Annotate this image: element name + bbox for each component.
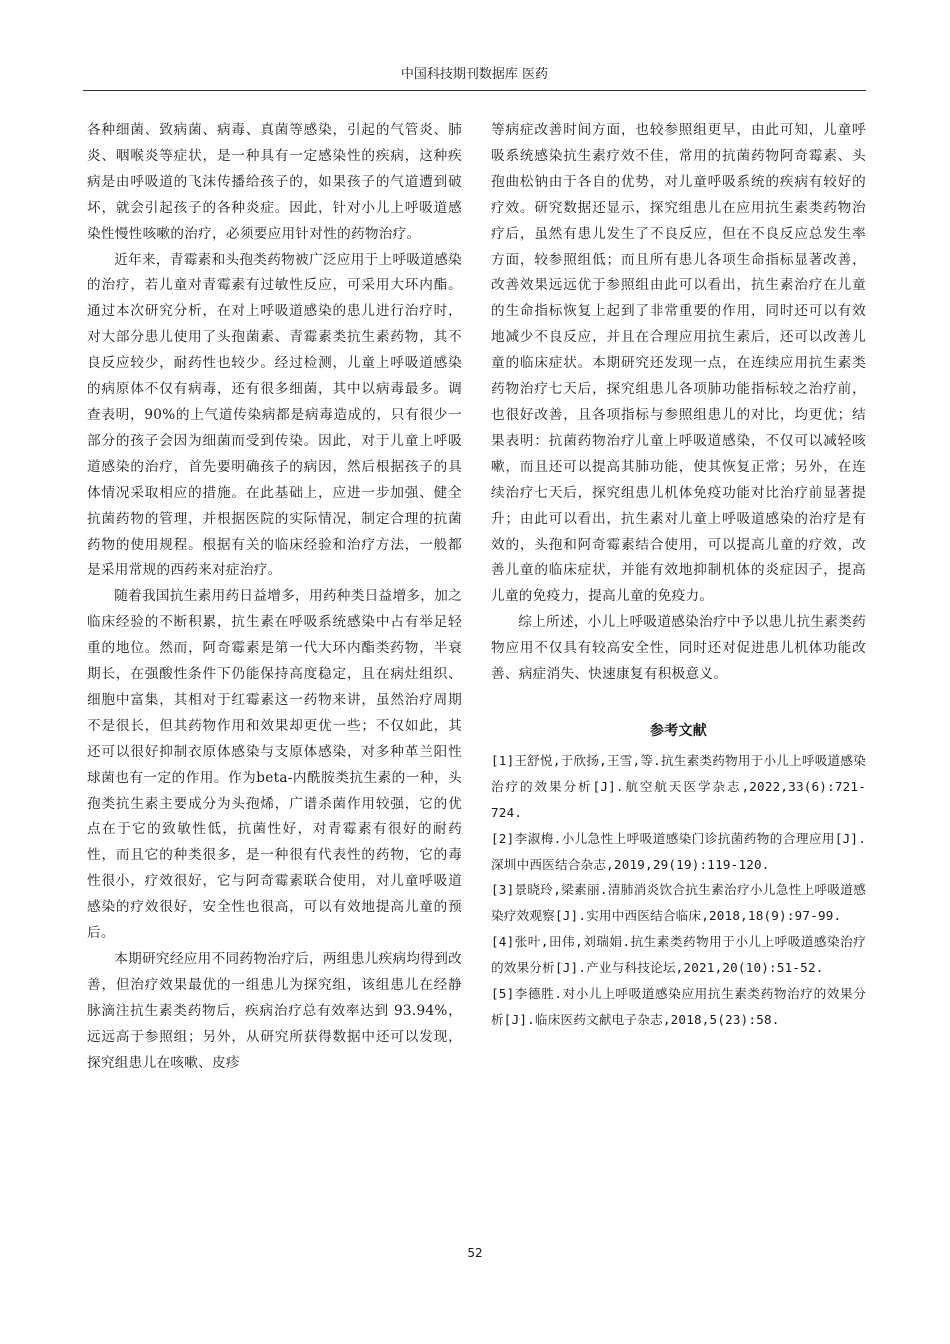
paragraph: 各种细菌、致病菌、病毒、真菌等感染，引起的气管炎、肺炎、咽喉炎等症状，是一种具有一定感染性的疾病，这种疾病是由呼吸道的飞沫传播给孩子的，如果孩子的气道遭到破坏，就会引起孩子的各种炎症。因此，针对小儿上呼吸道感染性慢性咳嗽的治疗，必须要应用针对性的药物治疗。	[87, 122, 462, 242]
paragraph: 综上所述，小儿上呼吸道感染治疗中予以患儿抗生素类药物应用不仅具有较高安全性，同时还对促进患儿机体功能改善、病症消失、快速康复有积极意义。	[491, 614, 866, 683]
reference-item: [4]张叶,田伟,刘瑞娟.抗生素类药物用于小儿上呼吸道感染治疗的效果分析[J].产业与科技论坛,2021,20(10):51-52.	[491, 934, 866, 976]
reference-item: [1]王舒悦,于欣扬,王雪,等.抗生素类药物用于小儿上呼吸道感染治疗的效果分析[J].航空航天医学杂志,2022,33(6):721-724.	[491, 752, 866, 820]
reference-item: [5]李德胜.对小儿上呼吸道感染应用抗生素类药物治疗的效果分析[J].临床医药文献电子杂志,2018,5(23):58.	[491, 986, 866, 1027]
references-heading: 参考文献	[649, 722, 708, 739]
paragraph: 本期研究经应用不同药物治疗后，两组患儿疾病均得到改善，但治疗效果最优的一组患儿为探究组，该组患儿在经静脉滴注抗生素类药物后，疾病治疗总有效率达到 93.94%，远远高于参照组；另外，从研究所获得数据中还可以发现，探究组患儿在咳嗽、皮疹	[87, 951, 462, 1071]
right-column	[491, 118, 866, 1033]
running-header: 中国科技期刊数据库 医药	[83, 64, 866, 91]
paragraph: 随着我国抗生素用药日益增多，用药种类日益增多，加之临床经验的不断积累，抗生素在呼吸系统感染中占有举足轻重的地位。然而，阿奇霉素是第一代大环内酯类药物，半衰期长，在强酸性条件下仍能保持高度稳定，且在病灶组织、细胞中富集，其相对于红霉素这一药物来讲，虽然治疗周期不是很长，但其药物作用和效果却更优一些；不仅如此，其还可以很好抑制衣原体感染与支原体感染，对多种革兰阳性球菌也有一定的作用。作为beta-内酰胺类抗生素的一种，头孢类抗生素主要成分为头孢烯，广谱杀菌作用较强，它的优点在于它的致敏性低，抗菌性好，对青霉素有很好的耐药性，而且它的种类很多，是一种很有代表性的药物，它的毒性很小，疗效很好，它与阿奇霉素联合使用，对儿童呼吸道感染的疗效很好，安全性也很高，可以有效地提高儿童的预后。	[87, 588, 462, 942]
reference-item: [3]景晓玲,梁素丽.清肺消炎饮合抗生素治疗小儿急性上呼吸道感染疗效观察[J].实用中西医结合临床,2018,18(9):97-99.	[491, 882, 866, 924]
reference-item: [2]李淑梅.小儿急性上呼吸道感染门诊抗菌药物的合理应用[J].深圳中西医结合杂志,2019,29(19):119-120.	[491, 830, 866, 872]
page-number: 52	[467, 1246, 483, 1260]
paragraph: 等病症改善时间方面，也较参照组更早，由此可知，儿童呼吸系统感染抗生素疗效不佳，常用的抗菌药物阿奇霉素、头孢曲松钠由于各自的优势，对儿童呼吸系统的疾病有较好的疗效。研究数据还显示，探究组患儿在应用抗生素类药物治疗后，虽然有患儿发生了不良反应，但在不良反应总发生率方面，较参照组低；而且所有患儿各项生命指标显著改善，改善效果远远优于参照组由此可以看出，抗生素治疗在儿童的生命指标恢复上起到了非常重要的作用，同时还可以有效地减少不良反应，并且在合理应用抗生素后，还可以改善儿童的临床症状。本期研究还发现一点，在连续应用抗生素类药物治疗七天后，探究组患儿各项肺功能指标较之治疗前，也很好改善，且各项指标与参照组患儿的对比，均更优；结果表明：抗菌药物治疗儿童上呼吸道感染，不仅可以减轻咳嗽，而且还可以提高其肺功能，使其恢复正常；另外，在连续治疗七天后，探究组患儿机体免疫功能对比治疗前显著提升；由此可以看出，抗生素对儿童上呼吸道感染的治疗是有效的，头孢和阿奇霉素结合使用，可以提高儿童的疗效，改善儿童的临床症状，并能有效地抑制机体的炎症因子，提高儿童的免疫力，提高儿童的免疫力。	[491, 122, 866, 605]
paragraph: 近年来，青霉素和头孢类药物被广泛应用于上呼吸道感染的治疗，若儿童对青霉素有过敏性反应，可采用大环内酯。通过本次研究分析，在对上呼吸道感染的患儿进行治疗时，对大部分患儿使用了头孢菌素、青霉素类抗生素药物，其不良反应较少，耐药性也较少。经过检测，儿童上呼吸道感染的病原体不仅有病毒，还有很多细菌，其中以病毒最多。调查表明，90%的上气道传染病都是病毒造成的，只有很少一部分的孩子会因为细菌而受到传染。因此，对于儿童上呼吸道感染的治疗，首先要明确孩子的病因，然后根据孩子的具体情况采取相应的措施。在此基础上，应进一步加强、健全抗菌药物的管理，并根据医院的实际情况，制定合理的抗菌药物的使用规程。根据有关的临床经验和治疗方法，一般都是采用常规的西药来对症治疗。	[87, 251, 462, 579]
left-column	[87, 118, 462, 1077]
